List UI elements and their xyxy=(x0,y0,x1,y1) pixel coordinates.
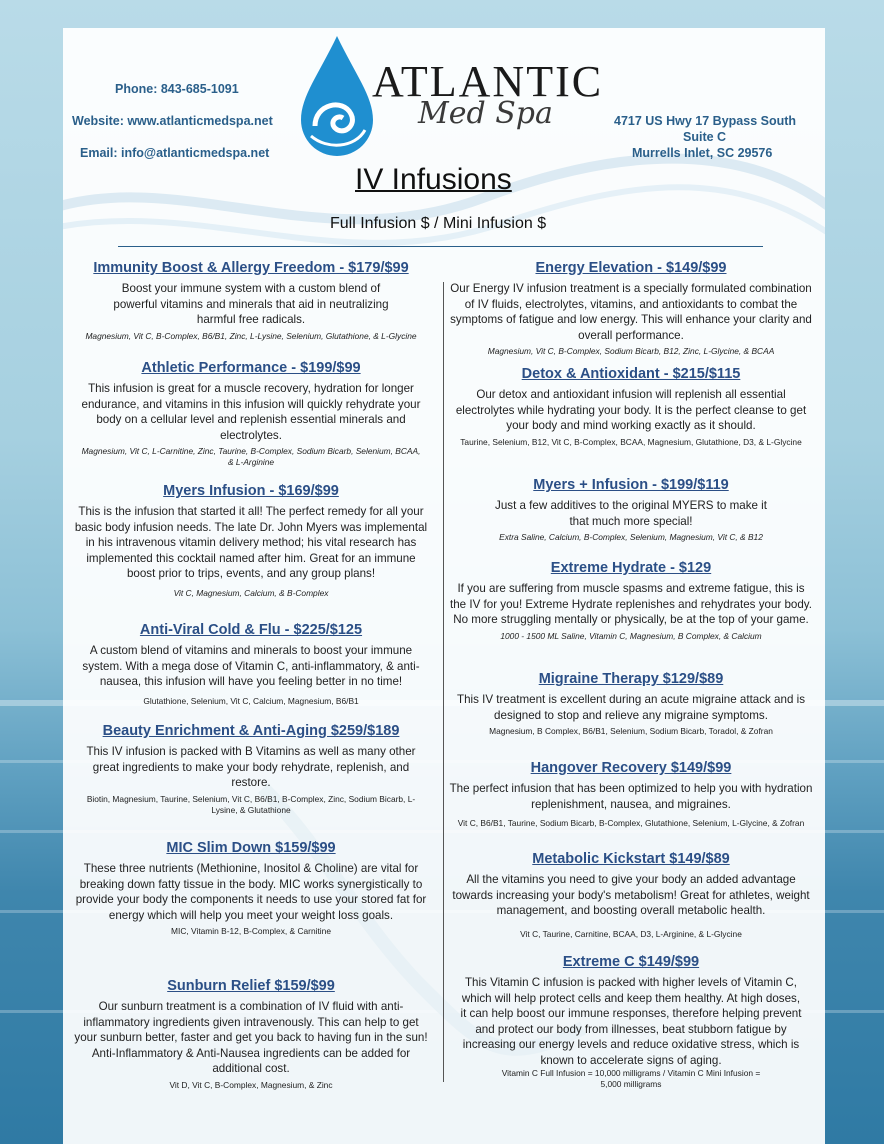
infusion-title: Anti-Viral Cold & Flu - $225/$125 xyxy=(139,622,363,638)
email-text: Email: info@atlanticmedspa.net xyxy=(80,146,270,160)
column-divider xyxy=(443,282,444,1082)
infusion-title: Detox & Antioxidant - $215/$115 xyxy=(521,366,741,382)
infusion-item xyxy=(70,978,432,1091)
phone-text: Phone: 843-685-1091 xyxy=(115,82,239,96)
infusion-item xyxy=(445,760,817,829)
infusion-title: Hangover Recovery $149/$99 xyxy=(530,760,732,776)
infusion-title: Energy Elevation - $149/$99 xyxy=(535,260,727,276)
infusion-description: If you are suffering from muscle spasms and extreme fatigue, this is the IV for you! Extreme Hydrate replenishes and rehydrates your body. No more struggling mentally or physically, be at the top of your game. xyxy=(450,582,812,626)
pricing-subtitle: Full Infusion $ / Mini Infusion $ xyxy=(330,215,547,232)
address-line-3: Murrells Inlet, SC 29576 xyxy=(632,146,773,160)
infusion-title: MIC Slim Down $159/$99 xyxy=(166,840,336,856)
infusion-title: Myers Infusion - $169/$99 xyxy=(163,483,339,499)
infusion-item xyxy=(445,671,817,737)
address-line-1: 4717 US Hwy 17 Bypass South xyxy=(614,114,797,128)
page-title: IV Infusions xyxy=(355,163,512,196)
brand-tagline: Med Spa xyxy=(418,96,553,131)
infusion-item xyxy=(445,477,817,543)
infusion-description: Our sunburn treatment is a combination of IV fluid with anti-inflammatory ingredients given intravenously. This can help to get your sunburn better, faster and get you back to having fun in the sun! Anti-Inflammatory & Anti-Nausea ingredients can be added for additional cost. xyxy=(74,1000,428,1075)
infusion-description: These three nutrients (Methionine, Inositol & Choline) are vital for breaking down fatty tissue in the body. MIC works synergistically to provide your body the components it needs to use your stored fat for energy which will help you meet your weight loss goals. xyxy=(75,862,427,922)
infusion-description: All the vitamins you need to give your body an added advantage towards increasing your body's metabolism! Great for athletes, weight management, and boosting overall metabolic health. xyxy=(452,873,810,917)
infusion-ingredients: Magnesium, B Complex, B6/B1, Selenium, Sodium Bicarb, Toradol, & Zofran xyxy=(489,726,773,736)
infusion-item xyxy=(445,560,817,642)
address-line-2: Suite C xyxy=(683,130,727,144)
website-text: Website: www.atlanticmedspa.net xyxy=(72,114,273,128)
infusion-ingredients: Vit C, Taurine, Carnitine, BCAA, D3, L-Arginine, & L-Glycine xyxy=(520,928,742,939)
infusion-item xyxy=(445,260,817,357)
infusion-item xyxy=(70,723,432,816)
infusion-description: This is the infusion that started it all! The perfect remedy for all your basic body infusion needs. The late Dr. John Myers was implemental in his intravenous vitamin delivery method; his vital research has implemented this cocktail named after him. Great for an immune boost prior to trips, events, and any group plans! xyxy=(74,505,428,580)
infusion-ingredients: Magnesium, Vit C, L-Carnitine, Zinc, Taurine, B-Complex, Sodium Bicarb, Selenium, BCAA, & L-Arginine xyxy=(81,446,421,467)
infusion-description: Just a few additives to the original MYERS to make it that much more special! xyxy=(495,499,767,528)
infusion-title: Extreme C $149/$99 xyxy=(562,954,700,970)
infusion-item xyxy=(70,840,432,937)
infusion-ingredients: 1000 - 1500 ML Saline, Vitamin C, Magnesium, B Complex, & Calcium xyxy=(500,630,762,641)
water-drop-logo-icon xyxy=(297,34,377,159)
infusion-description: This Vitamin C infusion is packed with higher levels of Vitamin C, which will help protect cells and keep them healthy. At high doses, it can help boost our immune responses, therefore helping prevent and protect our body from illnesses, beat stubborn fatigue by increasing our energy levels and reduce oxidative stress, which is known to accelerate signs of aging. xyxy=(460,976,802,1067)
infusion-ingredients: Extra Saline, Calcium, B-Complex, Selenium, Magnesium, Vit C, & B12 xyxy=(499,532,763,542)
infusion-title: Immunity Boost & Allergy Freedom - $179/$99 xyxy=(93,260,409,276)
infusion-ingredients: Magnesium, Vit C, B-Complex, B6/B1, Zinc, L-Lysine, Selenium, Glutathione, & L-Glycine xyxy=(85,330,417,341)
infusion-item xyxy=(445,366,817,448)
infusion-ingredients: Vit D, Vit C, B-Complex, Magnesium, & Zinc xyxy=(169,1079,333,1090)
infusion-ingredients: Taurine, Selenium, B12, Vit C, B-Complex, BCAA, Magnesium, Glutathione, D3, & L-Glycine xyxy=(460,436,802,447)
infusion-title: Migraine Therapy $129/$89 xyxy=(538,671,724,687)
infusion-description: This IV treatment is excellent during an acute migraine attack and is designed to stop and relieve any migraine symptoms. xyxy=(457,693,805,722)
infusion-description: Our detox and antioxidant infusion will replenish all essential electrolytes while hydrating your body. It is the perfect cleanse to get your body and mind working exactly as it should. xyxy=(455,388,807,432)
brand-name: ATLANTIC xyxy=(372,57,604,106)
infusion-title: Athletic Performance - $199/$99 xyxy=(141,360,361,376)
infusion-description: A custom blend of vitamins and minerals to boost your immune system. With a mega dose of Vitamin C, anti-inflammatory, & anti-nausea, this infusion will have you feeling better in no time! xyxy=(82,644,420,688)
infusion-title: Metabolic Kickstart $149/$89 xyxy=(532,851,730,867)
infusion-ingredients: MIC, Vitamin B-12, B-Complex, & Carnitine xyxy=(171,926,331,936)
infusion-item xyxy=(70,360,432,468)
infusion-title: Myers + Infusion - $199/$119 xyxy=(533,477,729,493)
infusion-description: This infusion is great for a muscle recovery, hydration for longer endurance, and vitamins in this infusion will quickly rehydrate your body on a cellular level and replenish essential minerals and electrolytes. xyxy=(81,382,421,442)
infusion-title: Beauty Enrichment & Anti-Aging $259/$189 xyxy=(102,723,400,739)
infusion-ingredients: Glutathione, Selenium, Vit C, Calcium, Magnesium, B6/B1 xyxy=(143,695,359,706)
infusion-ingredients: Vit C, B6/B1, Taurine, Sodium Bicarb, B-Complex, Glutathione, Selenium, L-Glycine, & Zofran xyxy=(457,818,805,828)
infusion-description: Boost your immune system with a custom blend of powerful vitamins and minerals that aid in neutralizing harmful free radicals. xyxy=(113,282,389,326)
infusion-ingredients: Vitamin C Full Infusion = 10,000 milligrams / Vitamin C Mini Infusion = 5,000 milligrams xyxy=(501,1068,761,1089)
infusion-description: Our Energy IV infusion treatment is a specially formulated combination of IV fluids, electrolytes, vitamins, and antioxidants to combat the symptoms of fatigue and low energy. This will enhance your clarity and overall performance. xyxy=(450,282,812,342)
infusion-description: The perfect infusion that has been optimized to help you with hydration replenishment, nausea, and migraines. xyxy=(449,782,813,811)
infusion-ingredients: Vit C, Magnesium, Calcium, & B-Complex xyxy=(173,587,329,598)
header-divider xyxy=(118,246,763,247)
infusion-ingredients: Magnesium, Vit C, B-Complex, Sodium Bicarb, B12, Zinc, L-Glycine, & BCAA xyxy=(487,346,775,356)
infusion-title: Sunburn Relief $159/$99 xyxy=(167,978,335,994)
infusion-item xyxy=(445,851,817,940)
infusion-ingredients: Biotin, Magnesium, Taurine, Selenium, Vit C, B6/B1, B-Complex, Zinc, Sodium Bicarb, L-Lysine, & Glutathione xyxy=(86,793,416,815)
infusion-title: Extreme Hydrate - $129 xyxy=(550,560,712,576)
infusion-description: This IV infusion is packed with B Vitamins as well as many other great ingredients to make your body rehydrate, replenish, and restore. xyxy=(86,745,416,789)
infusion-item xyxy=(70,622,432,707)
infusion-item xyxy=(70,260,432,342)
infusion-item xyxy=(70,483,432,599)
infusion-item xyxy=(445,954,817,1090)
